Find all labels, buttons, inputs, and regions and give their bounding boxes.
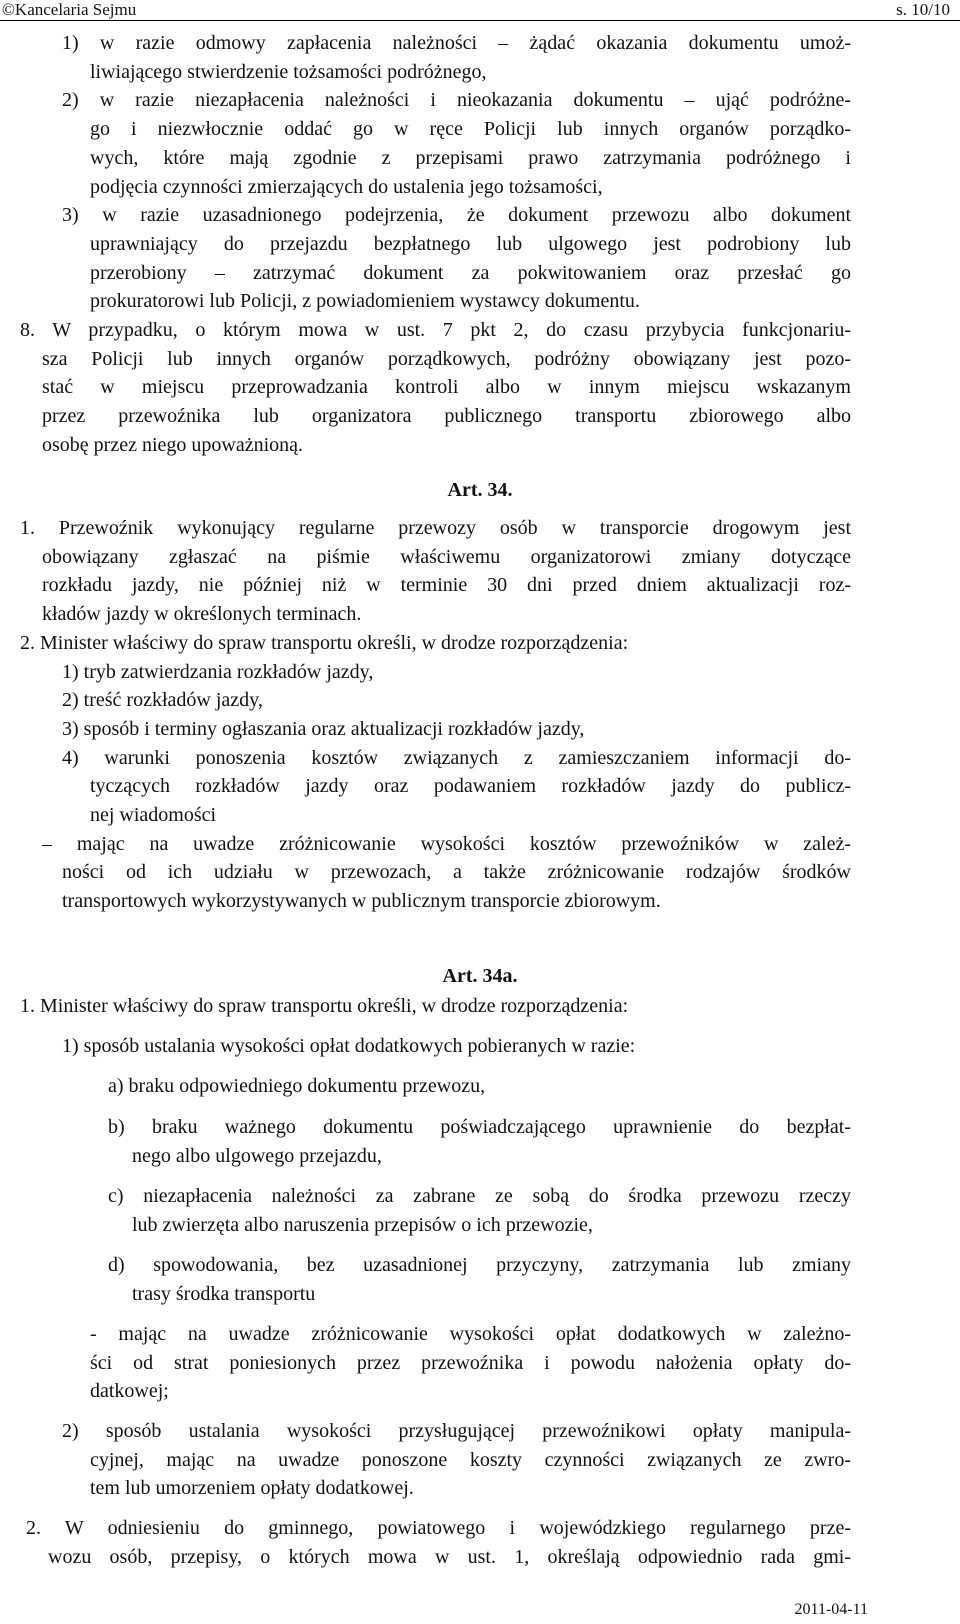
text-line: 2) treść rozkładów jazdy, [62, 689, 263, 712]
text-line: 3) w razie uzasadnionego podejrzenia, że dokument przewozu albo dokument [62, 204, 851, 227]
text-line: 1) w razie odmowy zapłacenia należności – żądać okazania dokumentu umoż- [62, 32, 851, 54]
text-line: kładów jazdy w określonych terminach. [42, 603, 362, 626]
text-line: transportowych wykorzystywanych w publicznym transporcie zbiorowym. [62, 890, 661, 913]
text-line: 1) tryb zatwierdzania rozkładów jazdy, [62, 660, 374, 683]
text-line: cyjnej, mając na uwadze ponoszone koszty czynności związanych ze zwro- [90, 1448, 851, 1471]
text-line: prokuratorowi lub Policji, z powiadomieniem wystawcy dokumentu. [90, 290, 640, 313]
text-line: wozu osób, przepisy, o których mowa w ust. 1, określają odpowiednio rada gmi- [48, 1545, 851, 1568]
text-line: obowiązany zgłaszać na piśmie właściwemu organizatorowi zmiany dotyczące [42, 545, 851, 568]
text-line: – mając na uwadze zróżnicowanie wysokości kosztów przewoźników w zależ- [42, 832, 851, 855]
text-line: 2) sposób ustalania wysokości przysługującej przewoźnikowi opłaty manipula- [62, 1420, 851, 1442]
text-line: 2. Minister właściwy do spraw transportu określi, w drodze rozporządzenia: [20, 631, 629, 654]
text-line: 1) sposób ustalania wysokości opłat dodatkowych pobieranych w razie: [62, 1035, 636, 1057]
text-line: 4) warunki ponoszenia kosztów związanych z zamieszczaniem informacji do- [62, 746, 851, 769]
header-source: ©Kancelaria Sejmu [2, 0, 137, 19]
text-line: 2) w razie niezapłacenia należności i nieokazania dokumentu – ująć podróżne- [62, 89, 851, 112]
text-line: ności od ich udziału w przewozach, a także zróżnicowanie rodzajów środków [62, 861, 851, 884]
text-line: 8. W przypadku, o którym mowa w ust. 7 pkt 2, do czasu przybycia funkcjonariu- [20, 319, 851, 341]
text-line: b) braku ważnego dokumentu poświadczającego uprawnienie do bezpłat- [108, 1116, 851, 1138]
text-line: 3) sposób i terminy ogłaszania oraz aktualizacji rozkładów jazdy, [62, 717, 585, 740]
text-line: uprawniający do przejazdu bezpłatnego lub ulgowego jest podrobiony lub [90, 232, 851, 255]
text-line: nego albo ulgowego przejazdu, [132, 1144, 382, 1167]
text-line: trasy środka transportu [132, 1282, 316, 1305]
text-line: datkowej; [90, 1380, 169, 1403]
text-line: wych, które mają zgodnie z przepisami prawo zatrzymania podróżnego i [90, 146, 851, 169]
text-line: 1. Przewoźnik wykonujący regularne przewozy osób w transporcie drogowym jest [20, 517, 851, 539]
text-line: go i niezwłocznie oddać go w ręce Policji lub innych organów porządko- [90, 118, 851, 141]
text-line: przez przewoźnika lub organizatora publicznego transportu zbiorowego albo [42, 405, 851, 428]
text-line: - mając na uwadze zróżnicowanie wysokości opłat dodatkowych w zależno- [90, 1323, 851, 1345]
header-rule [0, 20, 960, 21]
text-line: lub zwierzęta albo naruszenia przepisów o ich przewozie, [132, 1213, 593, 1236]
text-line: ści od strat poniesionych przez przewoźnika i powodu nałożenia opłaty do- [90, 1351, 851, 1374]
text-line: tem lub umorzeniem opłaty dodatkowej. [90, 1477, 414, 1500]
article-heading: Art. 34. [447, 479, 513, 501]
text-line: sza Policji lub innych organów porządkowych, podróżny obowiązany jest pozo- [42, 347, 851, 370]
text-line: 1. Minister właściwy do spraw transportu określi, w drodze rozporządzenia: [20, 995, 629, 1017]
text-line: stać w miejscu przeprowadzania kontroli albo w innym miejscu wskazanym [42, 376, 851, 399]
text-line: a) braku odpowiedniego dokumentu przewozu, [108, 1075, 486, 1097]
text-line: osobę przez niego upoważnioną. [42, 433, 304, 456]
text-line: c) niezapłacenia należności za zabrane ze sobą do środka przewozu rzeczy [108, 1185, 851, 1207]
text-line: podjęcia czynności zmierzających do ustalenia jego tożsamości, [90, 175, 603, 198]
text-line: 2. W odniesieniu do gminnego, powiatowego i wojewódzkiego regularnego prze- [26, 1517, 851, 1539]
text-line: nej wiadomości [90, 804, 217, 826]
text-line: liwiającego stwierdzenie tożsamości podróżnego, [90, 60, 487, 83]
text-line: d) spowodowania, bez uzasadnionej przyczyny, zatrzymania lub zmiany [108, 1254, 851, 1276]
text-line: tyczących rozkładów jazdy oraz podawaniem rozkładów jazdy do publicz- [90, 775, 851, 798]
footer-date: 2011-04-11 [794, 1601, 868, 1618]
header-page-number: s. 10/10 [896, 0, 950, 19]
text-line: przerobiony – zatrzymać dokument za pokwitowaniem oraz przesłać go [90, 261, 851, 284]
text-line: rozkładu jazdy, nie później niż w terminie 30 dni przed dniem aktualizacji roz- [42, 574, 851, 597]
article-heading: Art. 34a. [442, 965, 518, 987]
